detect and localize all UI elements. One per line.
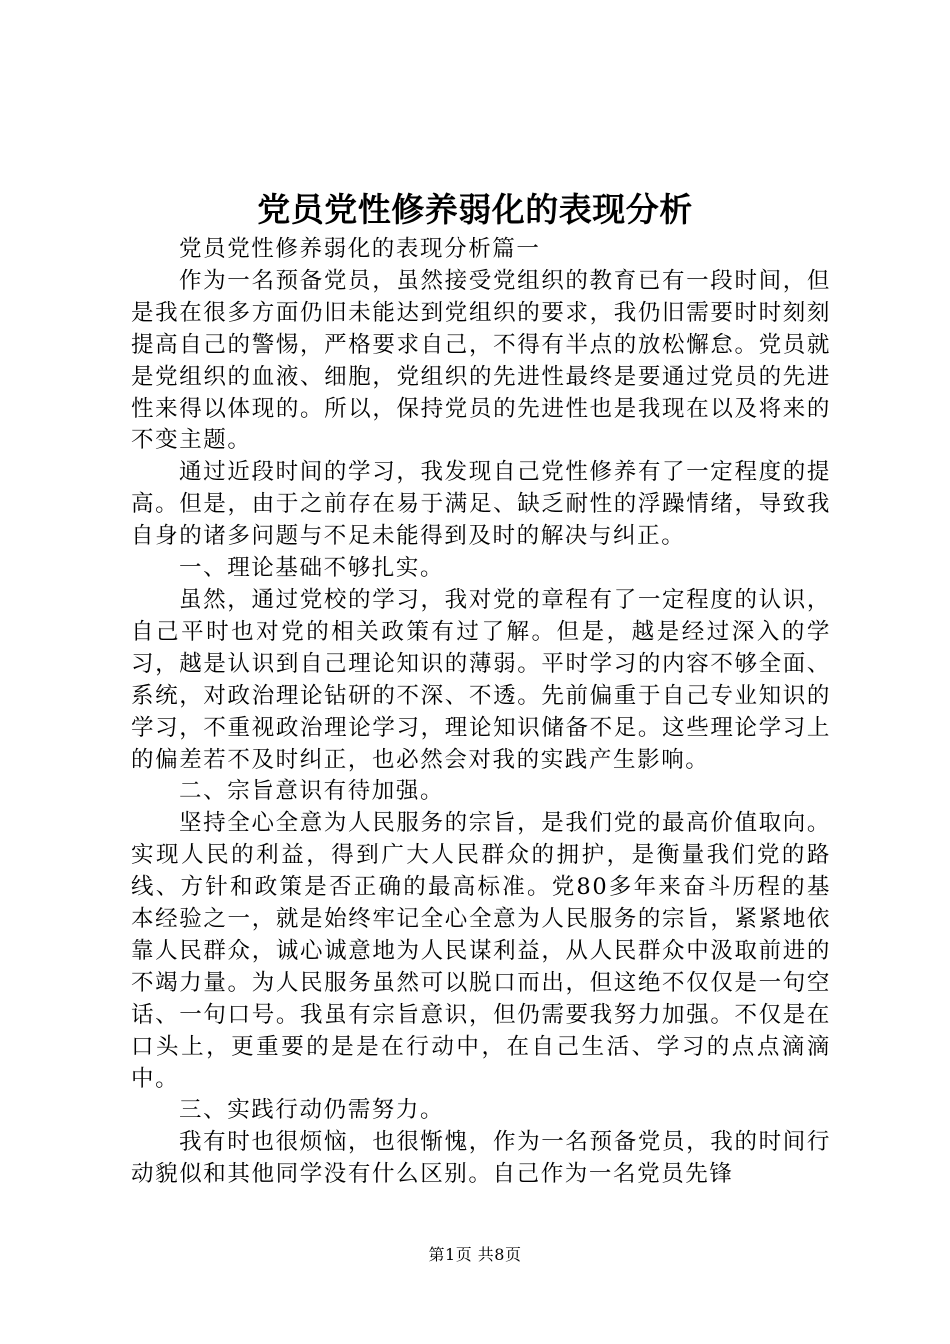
body-paragraph: 坚持全心全意为人民服务的宗旨，是我们党的最高价值取向。实现人民的利益，得到广大人民群众的拥护，是衡量我们党的路线、方针和政策是否正确的最高标准。党80多年来奋斗历程的基本经验之一，就是始终牢记全心全意为人民服务的宗旨，紧紧地依靠人民群众，诚心诚意地为人民谋利益，从人民群众中汲取前进的不竭力量。为人民服务虽然可以脱口而出，但这绝不仅仅是一句空话、一句口号。我虽有宗旨意识，但仍需要我努力加强。不仅是在口头上，更重要的是是在行动中，在自己生活、学习的点点滴滴中。	[131, 810, 831, 1092]
section-heading: 二、宗旨意识有待加强。	[179, 778, 445, 805]
body-paragraph: 我有时也很烦恼，也很惭愧，作为一名预备党员，我的时间行动貌似和其他同学没有什么区别。自己作为一名党员先锋	[131, 1129, 831, 1188]
document-title: 党员党性修养弱化的表现分析	[257, 190, 693, 229]
section-heading: 一、理论基础不够扎实。	[179, 555, 445, 582]
subtitle-paragraph: 党员党性修养弱化的表现分析篇一	[179, 236, 541, 262]
section-heading: 三、实践行动仍需努力。	[179, 1097, 445, 1124]
body-paragraph: 作为一名预备党员，虽然接受党组织的教育已有一段时间，但是我在很多方面仍旧未能达到党组织的要求，我仍旧需要时时刻刻提高自己的警惕，严格要求自己，不得有半点的放松懈怠。党员就是党组织的血液、细胞，党组织的先进性最终是要通过党员的先进性来得以体现的。所以，保持党员的先进性也是我现在以及将来的不变主题。	[131, 267, 831, 454]
body-paragraph: 通过近段时间的学习，我发现自己党性修养有了一定程度的提高。但是，由于之前存在易于满足、缺乏耐性的浮躁情绪，导致我自身的诸多问题与不足未能得到及时的解决与纠正。	[131, 459, 831, 550]
page-number-footer: 第1页 共8页	[428, 1245, 522, 1264]
document-body	[131, 234, 831, 1191]
body-paragraph: 虽然，通过党校的学习，我对党的章程有了一定程度的认识，自己平时也对党的相关政策有过了解。但是，越是经过深入的学习，越是认识到自己理论知识的薄弱。平时学习的内容不够全面、系统，对政治理论钻研的不深、不透。先前偏重于自己专业知识的学习，不重视政治理论学习，理论知识储备不足。这些理论学习上的偏差若不及时纠正，也必然会对我的实践产生影响。	[131, 586, 831, 773]
